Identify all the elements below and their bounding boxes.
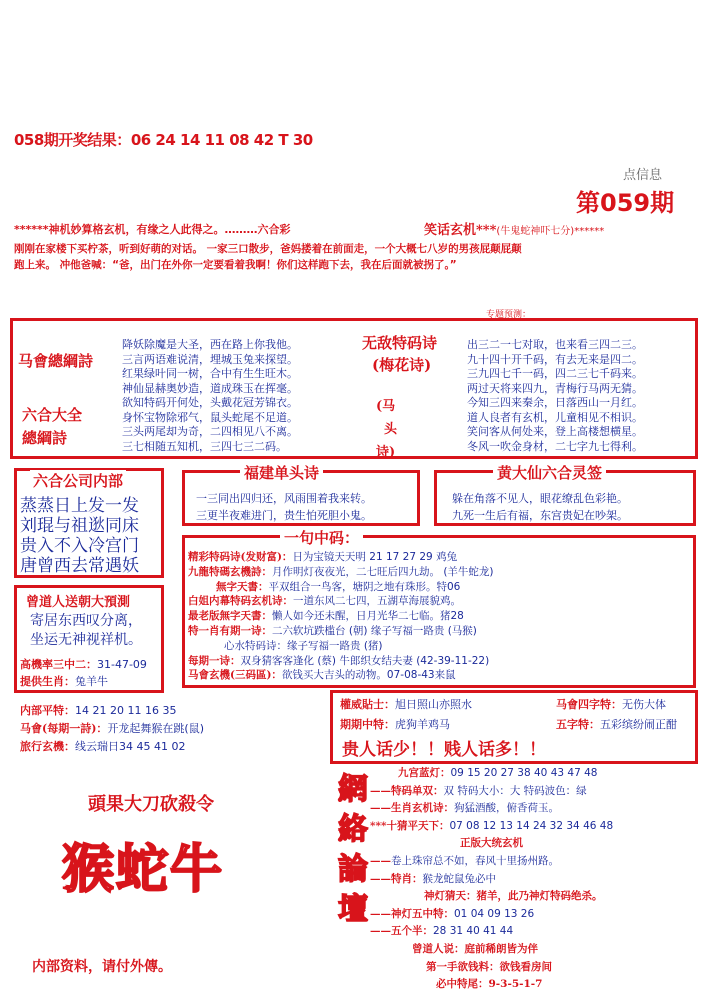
net-row-text: 28 31 40 41 44 — [433, 925, 514, 938]
mid-poem-title-5: 诗) — [376, 445, 396, 460]
center-row — [188, 654, 494, 669]
net-row-text: 神灯猜天：猪羊，此乃神灯特码绝杀。 — [424, 890, 603, 903]
wuzi-value: 五彩缤纷闹正酣 — [600, 718, 677, 731]
net-row — [370, 800, 613, 818]
net-list — [370, 765, 613, 994]
qiqi-label: 期期中特： — [340, 718, 395, 731]
net-row — [370, 853, 613, 871]
draw-label: 058期开奖结果： — [14, 131, 131, 149]
fujian-line: 三更半夜难进门，贵生怕死胆小鬼。 — [196, 509, 372, 522]
tiezi-value: 旭日照山亦照水 — [395, 698, 472, 711]
wuzi-row — [556, 716, 677, 732]
info-label: 点信息 — [623, 168, 663, 183]
net-row — [370, 976, 613, 994]
mandarin-lines — [30, 612, 142, 650]
poem-left-line: 红果绿叶同一树，合中有生生旺木。 — [122, 367, 298, 380]
net-row-text: 卷上珠帘总不如，春风十里扬州路。 — [391, 854, 559, 867]
draw-result — [14, 129, 313, 150]
joke-heading — [424, 219, 604, 238]
company-title: 六合公司内部 — [30, 470, 126, 491]
net-row-text: 狗猛酒酸，俯香荷玉。 — [454, 802, 559, 815]
tiezi-label: 權威貼士： — [340, 698, 395, 711]
fujian-title: 福建单头诗 — [240, 462, 323, 483]
internal-value: 14 21 20 11 16 35 — [75, 704, 177, 717]
poem-left-line: 神仙显赫奥妙造，道成珠玉在挥毫。 — [122, 381, 298, 395]
zixue-value: 无伤大体 — [622, 698, 666, 711]
net-row-label: ——生肖玄机诗： — [370, 802, 454, 815]
tour-label: 旅行玄機： — [20, 740, 75, 753]
mid-poem-title-4: 头 — [384, 422, 398, 437]
center-row — [188, 594, 494, 609]
footer-note: 内部资料，请付外傳。 — [32, 959, 172, 975]
center-row — [188, 580, 494, 595]
high-label: 高機率三中二： — [20, 658, 97, 671]
poem-left-line: 降妖除魔是大圣，西在路上你我他。 — [122, 338, 298, 351]
center-row-label: 白姐内幕特码玄机诗： — [188, 595, 293, 608]
mid-poem-title-2: (梅花诗) — [372, 356, 432, 374]
poem-right-line: 道人良者有玄机，儿童相见不相识。 — [467, 410, 643, 424]
high-chance — [20, 656, 147, 672]
company-line: 贵入不入冷宫门 — [20, 536, 139, 556]
center-row-text: 心水特码诗：缘子写福一路贵 (猪) — [224, 639, 383, 652]
poem-title-1: 马會總綱詩 — [18, 352, 94, 370]
tour-row — [20, 738, 204, 756]
horse-row — [20, 720, 204, 738]
net-row-label: ——五个半： — [370, 925, 433, 938]
center-row-text: 双身猜客客逢化 (蔡) 牛郎织女结夫妻 (42-39-11-22) — [240, 654, 490, 667]
company-line: 蒸蒸日上发一发 — [20, 496, 139, 516]
joke-text-2: 跑上来。 冲他爸喊：“爸，出门在外你一定要看着我啊！你们这样跑下去，我在后面就被拐了。” — [14, 259, 457, 271]
center-row — [188, 609, 494, 624]
net-row-label: ***十猜平天下： — [370, 819, 450, 832]
center-row-label: 最老版無字天書： — [188, 610, 272, 623]
internal-label: 内部平特： — [20, 704, 75, 717]
center-rows — [188, 550, 494, 683]
center-row-label: 九龍特碼玄機詩： — [188, 565, 272, 578]
net-char: 壇 — [338, 892, 368, 927]
net-row — [370, 888, 613, 906]
net-row-text: 第一手欲钱料：欲钱看房间 — [426, 960, 552, 973]
net-row-text: 正版大统玄机 — [460, 837, 523, 850]
net-row-label: 九宫蓝灯： — [398, 767, 451, 779]
mandarin-line: 寄居东西叹分离， — [30, 613, 142, 629]
fujian-lines — [196, 490, 372, 524]
poem-left-line: 三七相随五知机，三四七三二码。 — [122, 439, 287, 453]
center-row-label: 马會玄機(三码區)： — [188, 669, 282, 682]
center-row-label: 無字天書： — [216, 580, 269, 593]
forecast-label: 专题预测： — [486, 310, 532, 320]
center-row-text: 日为宝镜天天明 21 17 27 29 鸡兔 — [292, 551, 458, 563]
wuzi-label: 五字特： — [556, 718, 600, 731]
poem-left-list — [122, 338, 298, 454]
zixue-row — [556, 696, 666, 712]
poem-left-line: 欲知特码开何处，头戴花冠芳锦衣。 — [122, 396, 298, 409]
net-row-label: ——特肖： — [370, 872, 423, 885]
center-row-text: 一道东风二七四，五湖草海展貌鸡。 — [293, 595, 461, 608]
center-row-text: 平双组合一鸟客，塘阴之地有珠形。特06 — [268, 580, 461, 593]
kill-zodiacs: 猴蛇牛 — [62, 839, 225, 900]
tour-value: 线云瑞日34 45 41 02 — [75, 740, 186, 753]
net-row — [370, 835, 613, 853]
poem-right-list — [467, 338, 643, 454]
net-row-text: 曾道人说：庭前稀朗皆为伴 — [412, 942, 538, 955]
poem-title-2: 六合大全 — [22, 406, 83, 424]
net-row — [370, 941, 613, 959]
draw-numbers: 06 24 14 11 08 42 T 30 — [130, 131, 313, 149]
net-row-text: 07 08 12 13 14 24 32 34 46 48 — [449, 819, 614, 832]
net-row — [370, 765, 613, 783]
center-row — [188, 550, 494, 565]
fujian-line: 一三同出四归还，风雨围着我来转。 — [196, 492, 372, 505]
net-char: 網 — [338, 772, 368, 807]
net-vertical — [338, 770, 374, 930]
mandarin-line: 坐运无神视祥机。 — [30, 632, 142, 648]
mid-poem-title-1: 无敌特码诗 — [362, 334, 438, 352]
center-row-label: 每期一诗： — [188, 654, 241, 667]
center-row — [188, 624, 494, 639]
provider-value: 兔羊牛 — [75, 675, 108, 688]
huang-lines — [452, 490, 628, 524]
net-row-label: —— — [370, 854, 391, 867]
joke-title: 笑话玄机*** — [424, 223, 497, 238]
poem-right-line: 冬风一吹金身材，二七字九七得利。 — [467, 439, 643, 453]
poem-left-line: 三头两尾却为奇，二四相见八不离。 — [122, 425, 298, 438]
net-row-text: 01 04 09 13 26 — [454, 907, 535, 920]
net-row-text: 09 15 20 27 38 40 43 47 48 — [450, 767, 598, 779]
horse-value: 开龙起舞猴在跳(鼠) — [107, 722, 205, 735]
provider-label: 提供生肖： — [20, 675, 75, 688]
net-row — [370, 783, 613, 801]
intro-left: ******神机妙算格玄机，有缘之人此得之。………六合彩 — [14, 223, 291, 236]
net-row-text: 必中特尾：9-3-5-1-7 — [436, 978, 543, 991]
poem-right-line: 九十四十开千码，有去无来是四二。 — [467, 352, 643, 366]
poem-title-3: 總綱詩 — [22, 429, 68, 447]
zixue-label: 马會四字特： — [556, 698, 622, 711]
horse-label: 马會(每期一詩)： — [20, 722, 108, 735]
net-char: 絡 — [338, 812, 368, 847]
poem-right-line: 两过天将来四九，青梅行马两无猜。 — [467, 381, 643, 395]
poem-right-line: 出三二一七对取，也来看三四二三。 — [467, 338, 643, 351]
high-value: 31-47-09 — [97, 658, 147, 671]
company-line: 唐曾西去常遇妖 — [20, 556, 139, 576]
center-row-text: 欲钱买大吉头的动物。07-08-43来鼠 — [281, 669, 456, 682]
net-row-text: 猴龙蛇鼠兔必中 — [422, 872, 496, 885]
mandarin-title: 曾道人送朝大預測 — [26, 595, 131, 610]
qiqi-row — [340, 716, 450, 732]
net-row — [370, 959, 613, 977]
tiezi-row — [340, 696, 472, 712]
huang-line: 躲在角落不见人，眼花缭乱色彩艳。 — [452, 492, 628, 505]
center-row — [188, 565, 494, 580]
net-row — [370, 906, 613, 924]
poem-left-line: 三言两语难说清，埋城玉兔来探望。 — [122, 352, 298, 366]
center-row-text: 二六软坑跌槛台 (朝) 缘子写福一路贵 (马猴) — [272, 624, 477, 637]
center-title: 一句中码： — [280, 527, 363, 548]
center-row — [188, 639, 494, 654]
kill-title: 頭果大刀砍殺令 — [88, 794, 214, 815]
center-row-label: 特一肖有期一诗： — [188, 624, 272, 637]
net-row-label: ——特码单双： — [370, 784, 444, 797]
net-char: 論 — [338, 852, 368, 887]
poem-right-line: 今知三四来秦余，日落西山一月红。 — [467, 396, 643, 409]
joke-hint: (牛鬼蛇神吓七分)****** — [496, 226, 605, 237]
provider — [20, 673, 108, 689]
poem-right-line: 笑问客从何处来，登上高楼想横星。 — [467, 425, 643, 438]
poem-left-line: 身怀宝物除邪气，鼠头蛇尾不足道。 — [122, 410, 298, 424]
center-row-text: 懒人如今还未醒，日月光华二七临。猪28 — [272, 610, 464, 623]
slogan: 贵人话少！！贱人话多！！ — [342, 740, 546, 760]
center-row-label: 精彩特码诗(发财富)： — [188, 551, 293, 563]
poem-right-line: 三九四七千一码，四二三七千码来。 — [467, 367, 643, 380]
issue-number: 第059期 — [576, 189, 675, 217]
net-row-label: ——神灯五中特： — [370, 907, 454, 920]
mid-poem-title-3: (马 — [376, 399, 396, 414]
net-row — [370, 871, 613, 889]
company-line: 刘琨与祖逖同床 — [20, 516, 139, 536]
huang-line: 九死一生后有福，东宫贵妃在吵架。 — [452, 509, 628, 522]
company-lines — [20, 496, 139, 576]
huang-title: 黄大仙六合灵签 — [493, 462, 606, 483]
joke-text-1: 刚刚在家楼下买柠茶，听到好萌的对话。 一家三口散步，爸妈搂着在前面走，一个大概七八岁的男孩屁颠屁颠 — [14, 243, 522, 255]
center-row — [188, 668, 494, 683]
qiqi-value: 虎狗羊鸡马 — [395, 718, 450, 731]
internal-row — [20, 702, 204, 720]
mid-left-list — [20, 702, 204, 756]
net-row — [370, 923, 613, 941]
center-row-text: 月作明灯夜夜光，二七旺后四九劫。 (羊牛蛇龙) — [272, 565, 494, 578]
net-row — [370, 818, 613, 836]
net-row-text: 双 特码大小：大 特码波色：绿 — [443, 784, 587, 797]
